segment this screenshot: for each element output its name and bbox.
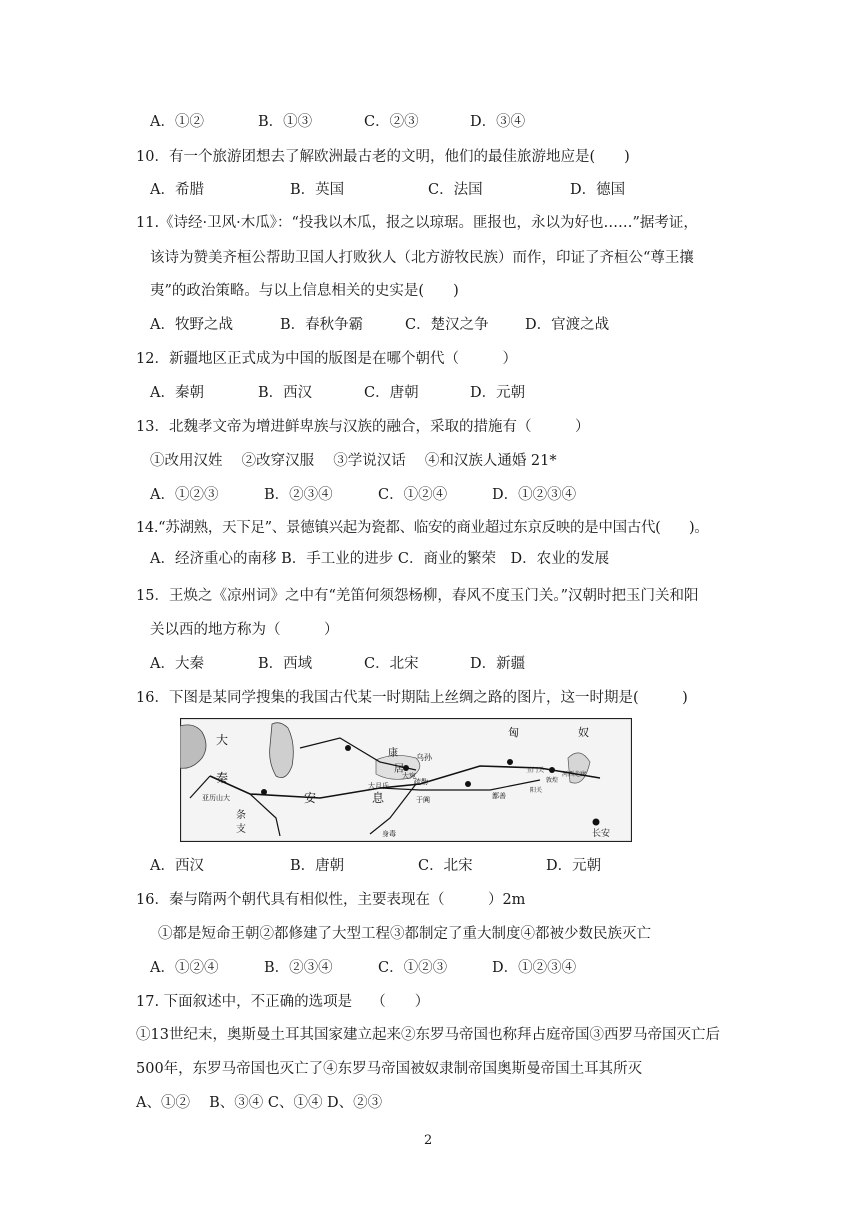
silk-road-map — [180, 718, 632, 842]
map-label-tiaozhi-1: 条 — [236, 810, 246, 821]
q15-option-b[interactable]: B．西域 — [258, 656, 313, 672]
q13-option-d[interactable]: D．①②③④ — [492, 487, 577, 503]
q13-option-a[interactable]: A．①②③ — [150, 487, 219, 503]
map-label-dunhuang: 敦煌 — [546, 777, 559, 784]
q15-option-c[interactable]: C．北宋 — [364, 656, 419, 672]
map-label-yumen: 玉门关 — [526, 767, 545, 774]
map-label-xi: 息 — [372, 791, 385, 805]
q13-option-c[interactable]: C．①②④ — [378, 487, 448, 503]
q15-stem-line-2: 关以西的地方称为（ ） — [150, 622, 339, 638]
q16-map-option-a[interactable]: A．西汉 — [150, 858, 204, 874]
map-label-qin: 秦 — [216, 771, 229, 785]
q14-options[interactable]: A．经济重心的南移 B．手工业的进步 C．商业的繁荣 D．农业的发展 — [150, 551, 610, 567]
q17-options[interactable]: A、①② B、③④ C、①④ D、②③ — [136, 1095, 383, 1111]
map-label-yangguan: 阳关 — [530, 787, 543, 794]
q12-option-a[interactable]: A．秦朝 — [150, 385, 204, 401]
q16-qinsui-option-d[interactable]: D．①②③④ — [492, 960, 577, 976]
map-label-shendu: 身毒 — [382, 830, 396, 838]
q17-line-1: ①13世纪末，奥斯曼土耳其国家建立起来②东罗马帝国也称拜占庭帝国③西罗马帝国灭亡后 — [136, 1027, 720, 1043]
map-label-wusun: 乌孙 — [416, 753, 432, 762]
q16-map-option-b[interactable]: B．唐朝 — [290, 858, 345, 874]
map-label-dayuezhi: 大月氏 — [368, 782, 389, 790]
q16-qinsui-option-b[interactable]: B．②③④ — [264, 960, 333, 976]
q9-option-b[interactable]: B．①③ — [258, 114, 313, 130]
q9-option-c[interactable]: C．②③ — [364, 114, 419, 130]
q10-option-c[interactable]: C．法国 — [428, 182, 483, 198]
q15-option-a[interactable]: A．大秦 — [150, 656, 204, 672]
map-label-xiongnu-2: 奴 — [578, 726, 589, 739]
q11-option-b[interactable]: B．春秋争霸 — [280, 317, 364, 333]
map-label-ju: 居 — [394, 764, 404, 775]
q11-option-a[interactable]: A．牧野之战 — [150, 317, 233, 333]
changan-marker — [593, 819, 600, 826]
q17-stem: 17. 下面叙述中，不正确的选项是 （ ） — [136, 994, 430, 1010]
map-label-xiongnu-1: 匈 — [508, 726, 519, 739]
page-number: 2 — [424, 1133, 433, 1148]
map-label-yutian: 于阗 — [416, 796, 430, 804]
q13-option-b[interactable]: B．②③④ — [264, 487, 333, 503]
q16-qinsui-option-a[interactable]: A．①②④ — [150, 960, 219, 976]
q17-line-2: 500年，东罗马帝国也灭亡了④东罗马帝国被奴隶制帝国奥斯曼帝国土耳其所灭 — [136, 1061, 643, 1077]
q16-map-option-d[interactable]: D．元朝 — [546, 858, 602, 874]
q10-option-a[interactable]: A．希腊 — [150, 182, 204, 198]
q15-stem-line-1: 15．王焕之《凉州词》之中有“羌笛何须怨杨柳，春风不度玉门关。”汉朝时把玉门关和阳 — [136, 588, 699, 604]
map-label-hexi: 河西走廊 — [562, 771, 587, 778]
map-label-shule: 疏勒 — [414, 778, 428, 786]
q12-option-c[interactable]: C．唐朝 — [364, 385, 419, 401]
q11-stem-line-3: 夷”的政治策略。与以上信息相关的史实是( ) — [150, 283, 459, 299]
q13-stem: 13．北魏孝文帝为增进鲜卑族与汉族的融合，采取的措施有（ ） — [136, 419, 590, 435]
q16-qinsui-stem: 16．秦与隋两个朝代具有相似性，主要表现在（ ）2m — [136, 892, 526, 908]
q12-stem: 12．新疆地区正式成为中国的版图是在哪个朝代（ ） — [136, 351, 517, 367]
q11-stem-line-2: 该诗为赞美齐桓公帮助卫国人打败狄人（北方游牧民族）而作，印证了齐桓公“尊王攘 — [150, 250, 694, 266]
map-label-kang: 康 — [388, 748, 398, 759]
map-label-da: 大 — [216, 733, 229, 747]
map-label-shanshan: 鄯善 — [492, 792, 506, 800]
q14-stem: 14.“苏湖熟，天下足”、景德镇兴起为瓷都、临安的商业超过东京反映的是中国古代( )。 — [136, 520, 709, 536]
q10-stem: 10．有一个旅游团想去了解欧洲最古老的文明，他们的最佳旅游地应是( ) — [136, 149, 630, 165]
q10-option-d[interactable]: D．德国 — [570, 182, 626, 198]
q11-option-c[interactable]: C．楚汉之争 — [405, 317, 489, 333]
q16-qinsui-option-c[interactable]: C．①②③ — [378, 960, 448, 976]
q12-option-b[interactable]: B．西汉 — [258, 385, 313, 401]
q16-map-stem: 16．下图是某同学搜集的我国古代某一时期陆上丝绸之路的图片，这一时期是( ) — [136, 690, 688, 706]
map-label-tiaozhi-2: 支 — [236, 824, 246, 835]
q13-items: ①改用汉姓 ②改穿汉服 ③学说汉话 ④和汉族人通婚 21* — [150, 453, 557, 469]
q11-option-d[interactable]: D．官渡之战 — [525, 317, 610, 333]
q9-option-a[interactable]: A．①② — [150, 114, 204, 130]
map-label-alexandria: 亚历山大 — [202, 794, 230, 802]
map-label-changan: 长安 — [592, 829, 611, 839]
map-label-an: 安 — [304, 791, 317, 805]
q11-stem-line-1: 11.《诗经·卫风·木瓜》：“投我以木瓜，报之以琼琚。匪报也，永以为好也……”据考证， — [136, 215, 698, 231]
q16-qinsui-items: ①都是短命王朝②都修建了大型工程③都制定了重大制度④都被少数民族灭亡 — [158, 926, 651, 942]
map-label-dayuan: 大宛 — [402, 772, 416, 780]
q15-option-d[interactable]: D．新疆 — [470, 656, 526, 672]
q9-option-d[interactable]: D．③④ — [470, 114, 526, 130]
q10-option-b[interactable]: B．英国 — [290, 182, 345, 198]
q12-option-d[interactable]: D．元朝 — [470, 385, 526, 401]
q16-map-option-c[interactable]: C．北宋 — [418, 858, 473, 874]
